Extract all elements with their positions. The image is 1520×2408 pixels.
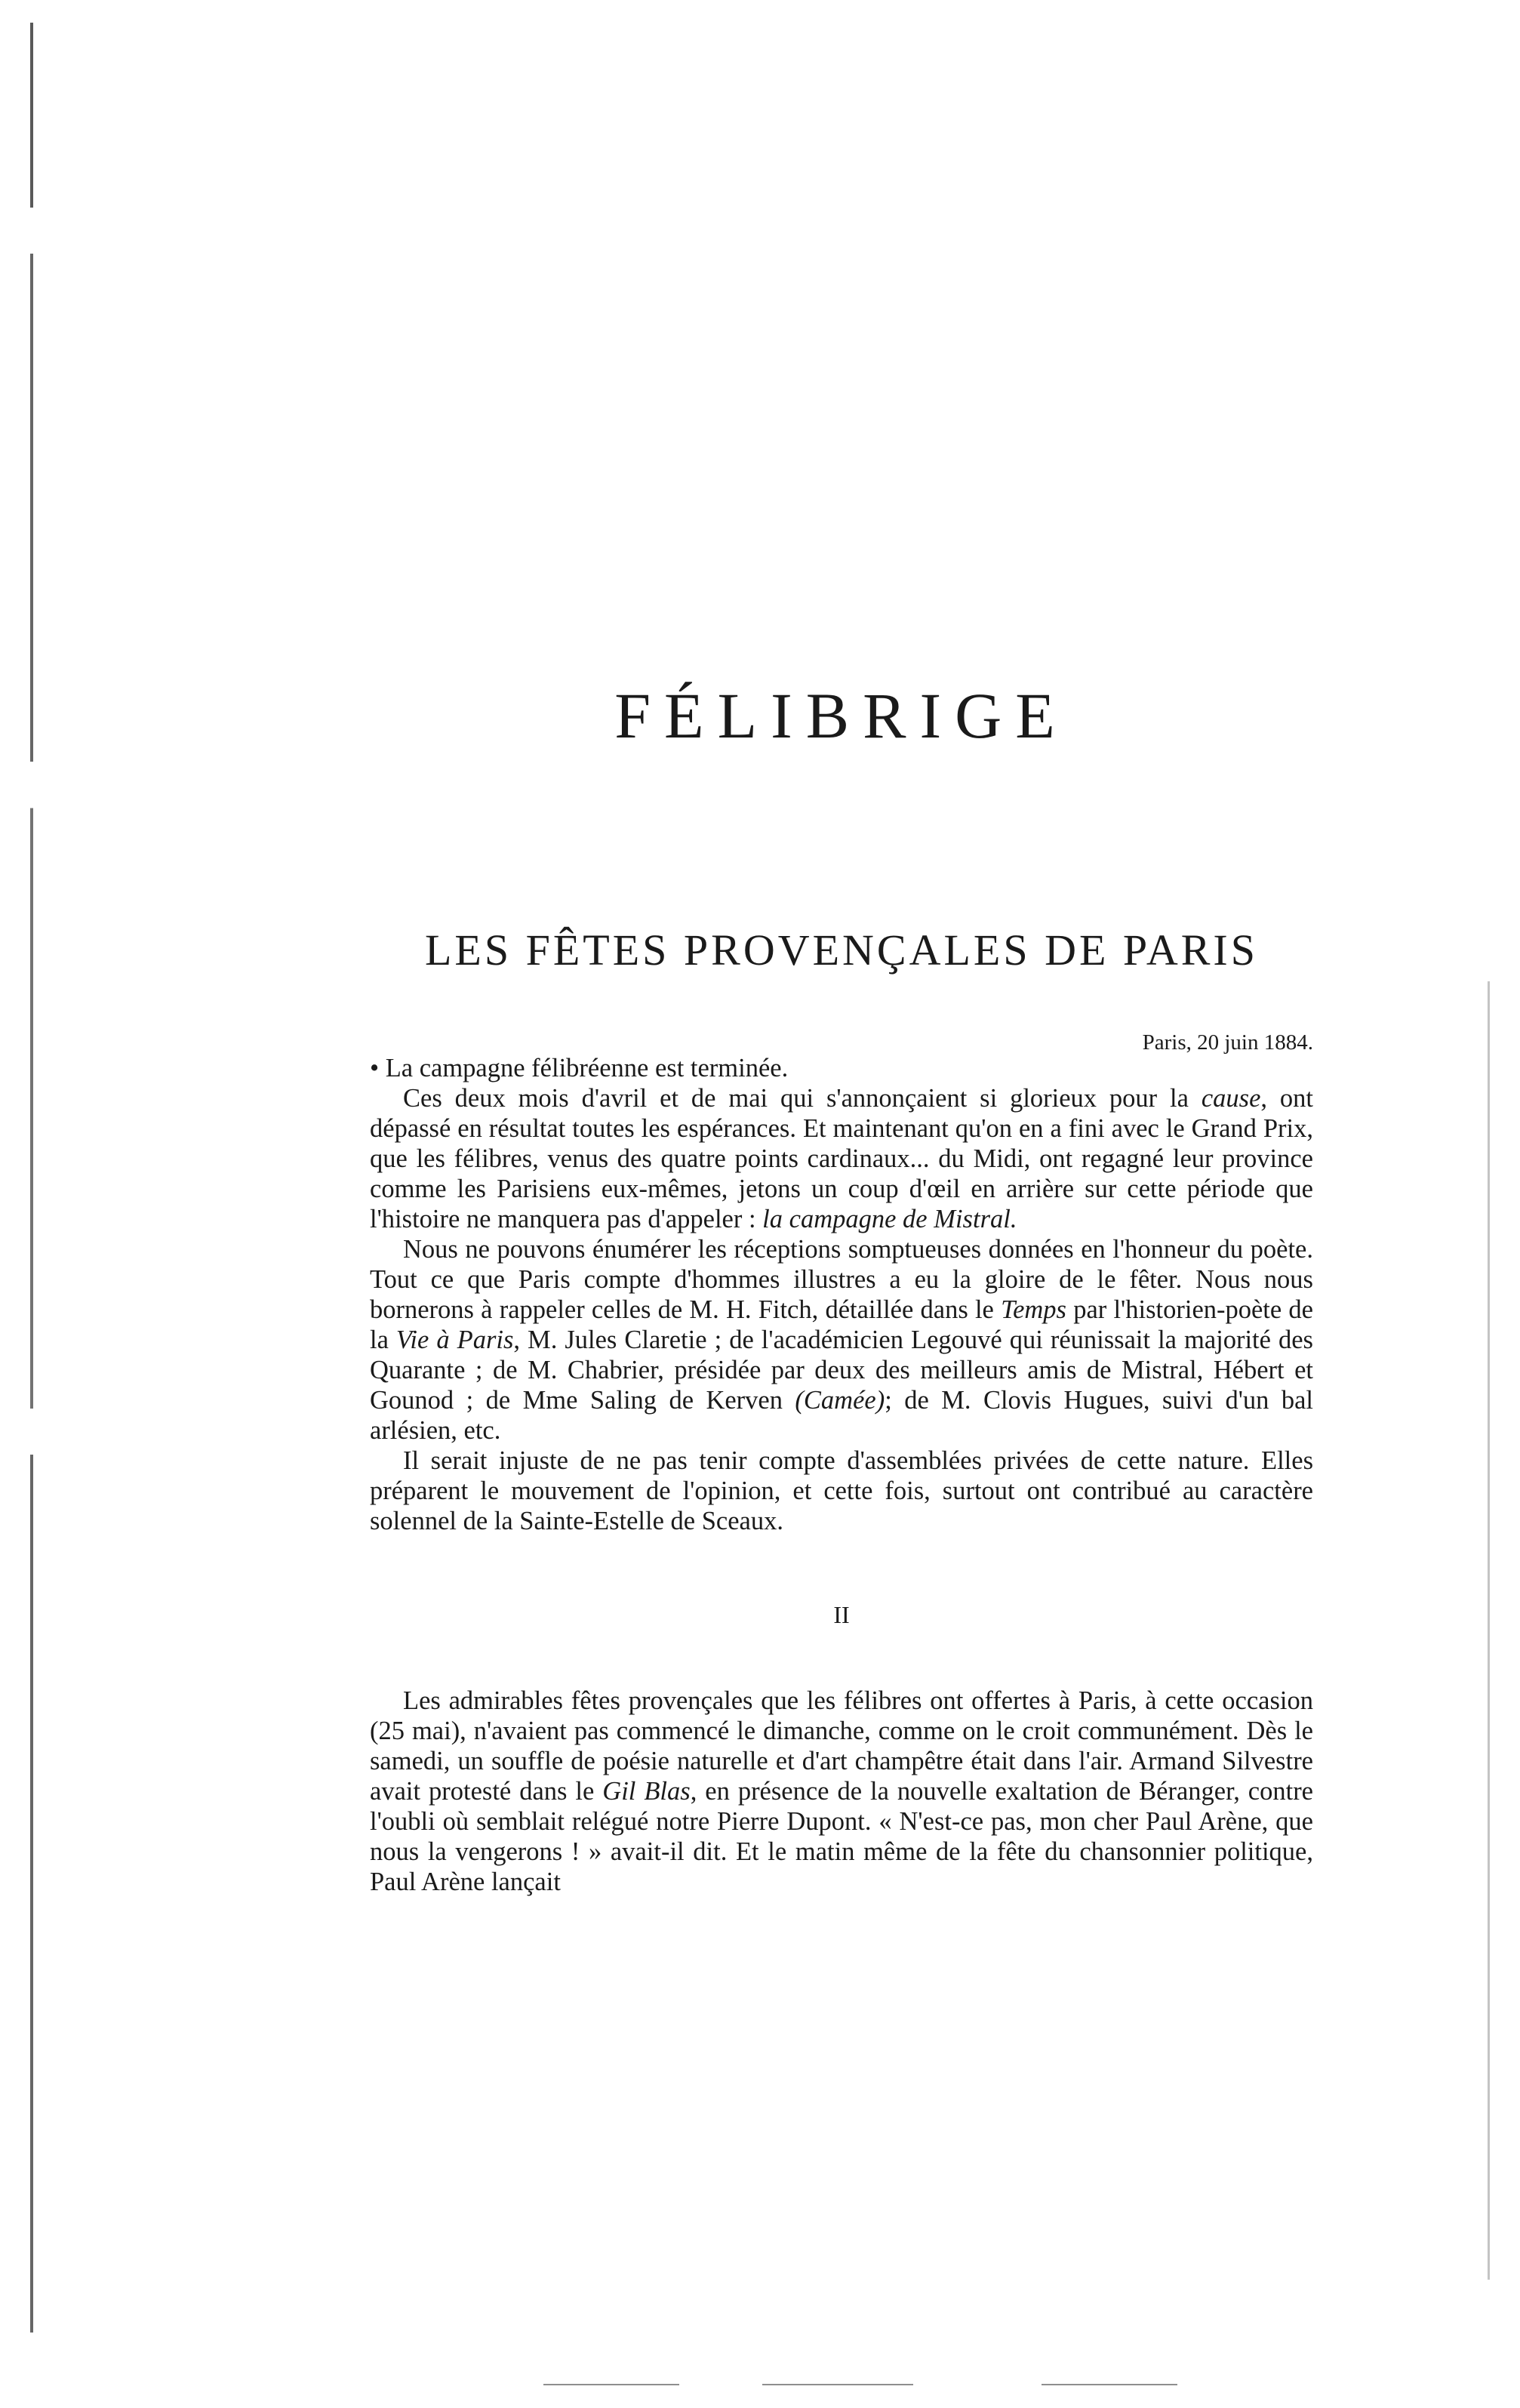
dateline: Paris, 20 juin 1884.: [1142, 1030, 1313, 1055]
scan-right-edge: [1488, 981, 1490, 2280]
paragraph: Nous ne pouvons énumérer les réceptions somptueuses données en l'honneur du poète. Tout ce que Paris compte d'hommes illustres a eu la gloire de le fêter. Nous nous bornerons à rappeler celles de M. H. Fitch, détaillée dans le Temps par l'historien-poète de la Vie à Paris, M. Jules Claretie ; de l'académicien Legouvé qui réunissait la majorité des Quarante ; de M. Chabrier, présidée par deux des meilleurs amis de Mistral, Hébert et Gounod ; de Mme Saling de Kerven (Camée); de M. Clovis Hugues, suivi d'un bal arlésien, etc.: [370, 1235, 1314, 1445]
scan-left-edge: [30, 23, 33, 2333]
section-number: II: [833, 1601, 850, 1628]
paragraph: Ces deux mois d'avril et de mai qui s'annonçaient si glorieux pour la cause, ont dépassé en résultat toutes les espérances. Et maintenant qu'on en a fini avec le Grand Prix, que les félibres, venus des quatre points cardinaux... du Midi, ont regagné leur province comme les Parisiens eux-mêmes, jetons un coup d'œil en arrière sur cette période que l'histoire ne manquera pas d'appeler : la campagne de Mistral.: [370, 1084, 1314, 1233]
paragraph: • La campagne félibréenne est terminée.: [370, 1054, 789, 1082]
article-title: LES FÊTES PROVENÇALES DE PARIS: [424, 925, 1259, 975]
paragraph: Il serait injuste de ne pas tenir compte d'assemblées privées de cette nature. Elles préparent le mouvement de l'opinion, et cette fois, surtout ont contribué au caractère solennel de la Sainte-Estelle de Sceaux.: [370, 1446, 1313, 1535]
article-body: [370, 1053, 1313, 1897]
page-title: FÉLIBRIGE: [614, 679, 1069, 752]
document-page: [370, 0, 1313, 2408]
paragraph: Les admirables fêtes provençales que les félibres ont offertes à Paris, à cette occasion (25 mai), n'avaient pas commencé le dimanche, comme on le croit communément. Dès le samedi, un souffle de poésie naturelle et d'art champêtre était dans l'air. Armand Silvestre avait protesté dans le Gil Blas, en présence de la nouvelle exaltation de Béranger, contre l'oubli où semblait relégué notre Pierre Dupont. « N'est-ce pas, mon cher Paul Arène, que nous la vengerons ! » avait-il dit. Et le matin même de la fête du chansonnier politique, Paul Arène lançait: [370, 1686, 1313, 1896]
